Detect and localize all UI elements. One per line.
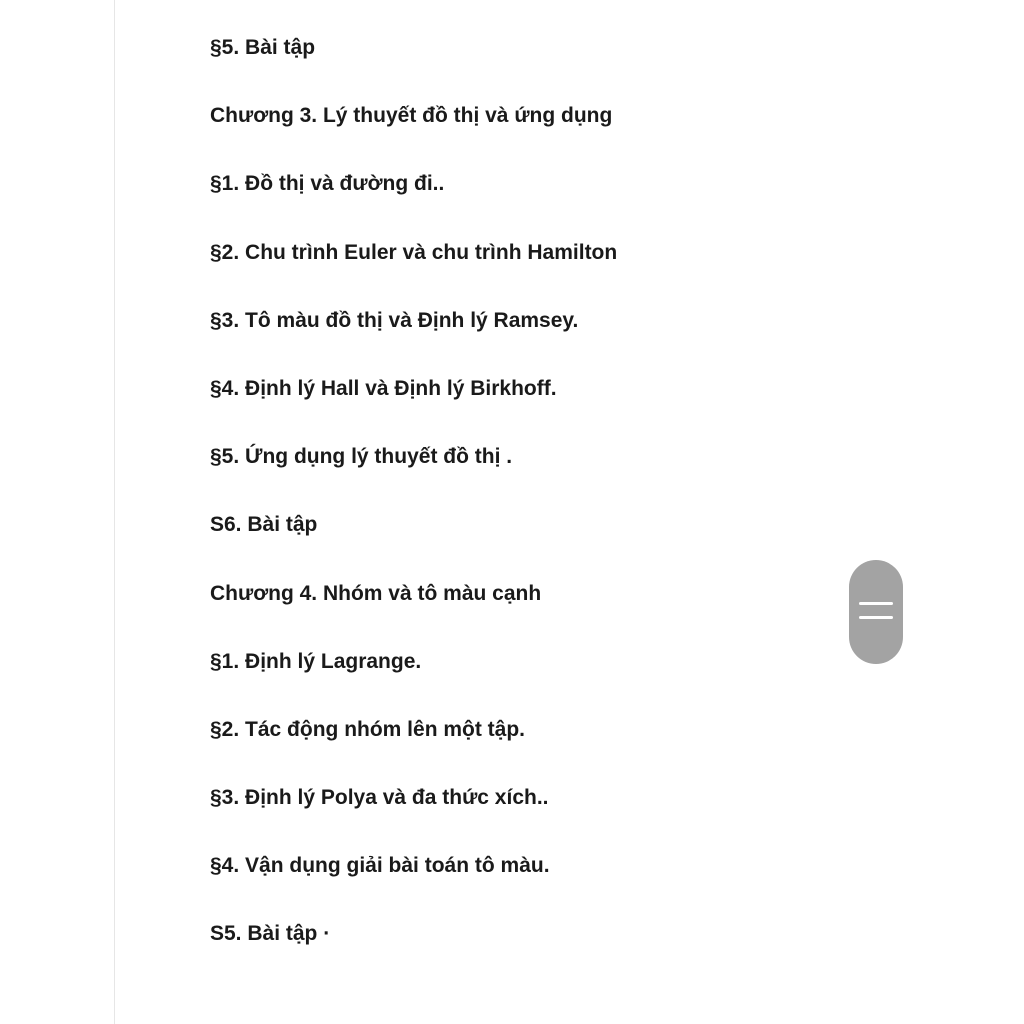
table-of-contents [210,31,617,986]
toc-line-ch4-section-2: §2. Tác động nhóm lên một tập. [210,717,526,741]
toc-line-ch3-section-6: S6. Bài tập [210,513,318,537]
toc-line-ch4-section-3: §3. Định lý Polya và đa thức xích.. [210,786,549,810]
drag-handle-bar-top [859,602,893,605]
toc-line-ch3-section-4: §4. Định lý Hall và Định lý Birkhoff. [210,376,557,400]
toc-line-ch4-section-1: §1. Định lý Lagrange. [210,649,422,673]
toc-line-ch4-section-5: S5. Bài tập · [210,922,331,946]
toc-line-chapter-4: Chương 4. Nhóm và tô màu cạnh [210,581,542,605]
toc-line-chapter-3: Chương 3. Lý thuyết đồ thị và ứng dụng [210,104,613,128]
toc-line-ch3-section-3: §3. Tô màu đồ thị và Định lý Ramsey. [210,308,579,332]
page-left-border [114,0,115,1024]
toc-line-section-5-exercises: §5. Bài tập [210,36,316,59]
scroll-handle[interactable] [849,560,903,664]
toc-line-ch3-section-2: §2. Chu trình Euler và chu trình Hamilton [210,240,618,264]
drag-handle-bar-bottom [859,616,893,619]
toc-line-ch4-section-4: §4. Vận dụng giải bài toán tô màu. [210,854,550,878]
toc-line-ch3-section-1: §1. Đồ thị và đường đi.. [210,172,445,196]
toc-line-ch3-section-5: §5. Ứng dụng lý thuyết đồ thị . [210,445,513,469]
